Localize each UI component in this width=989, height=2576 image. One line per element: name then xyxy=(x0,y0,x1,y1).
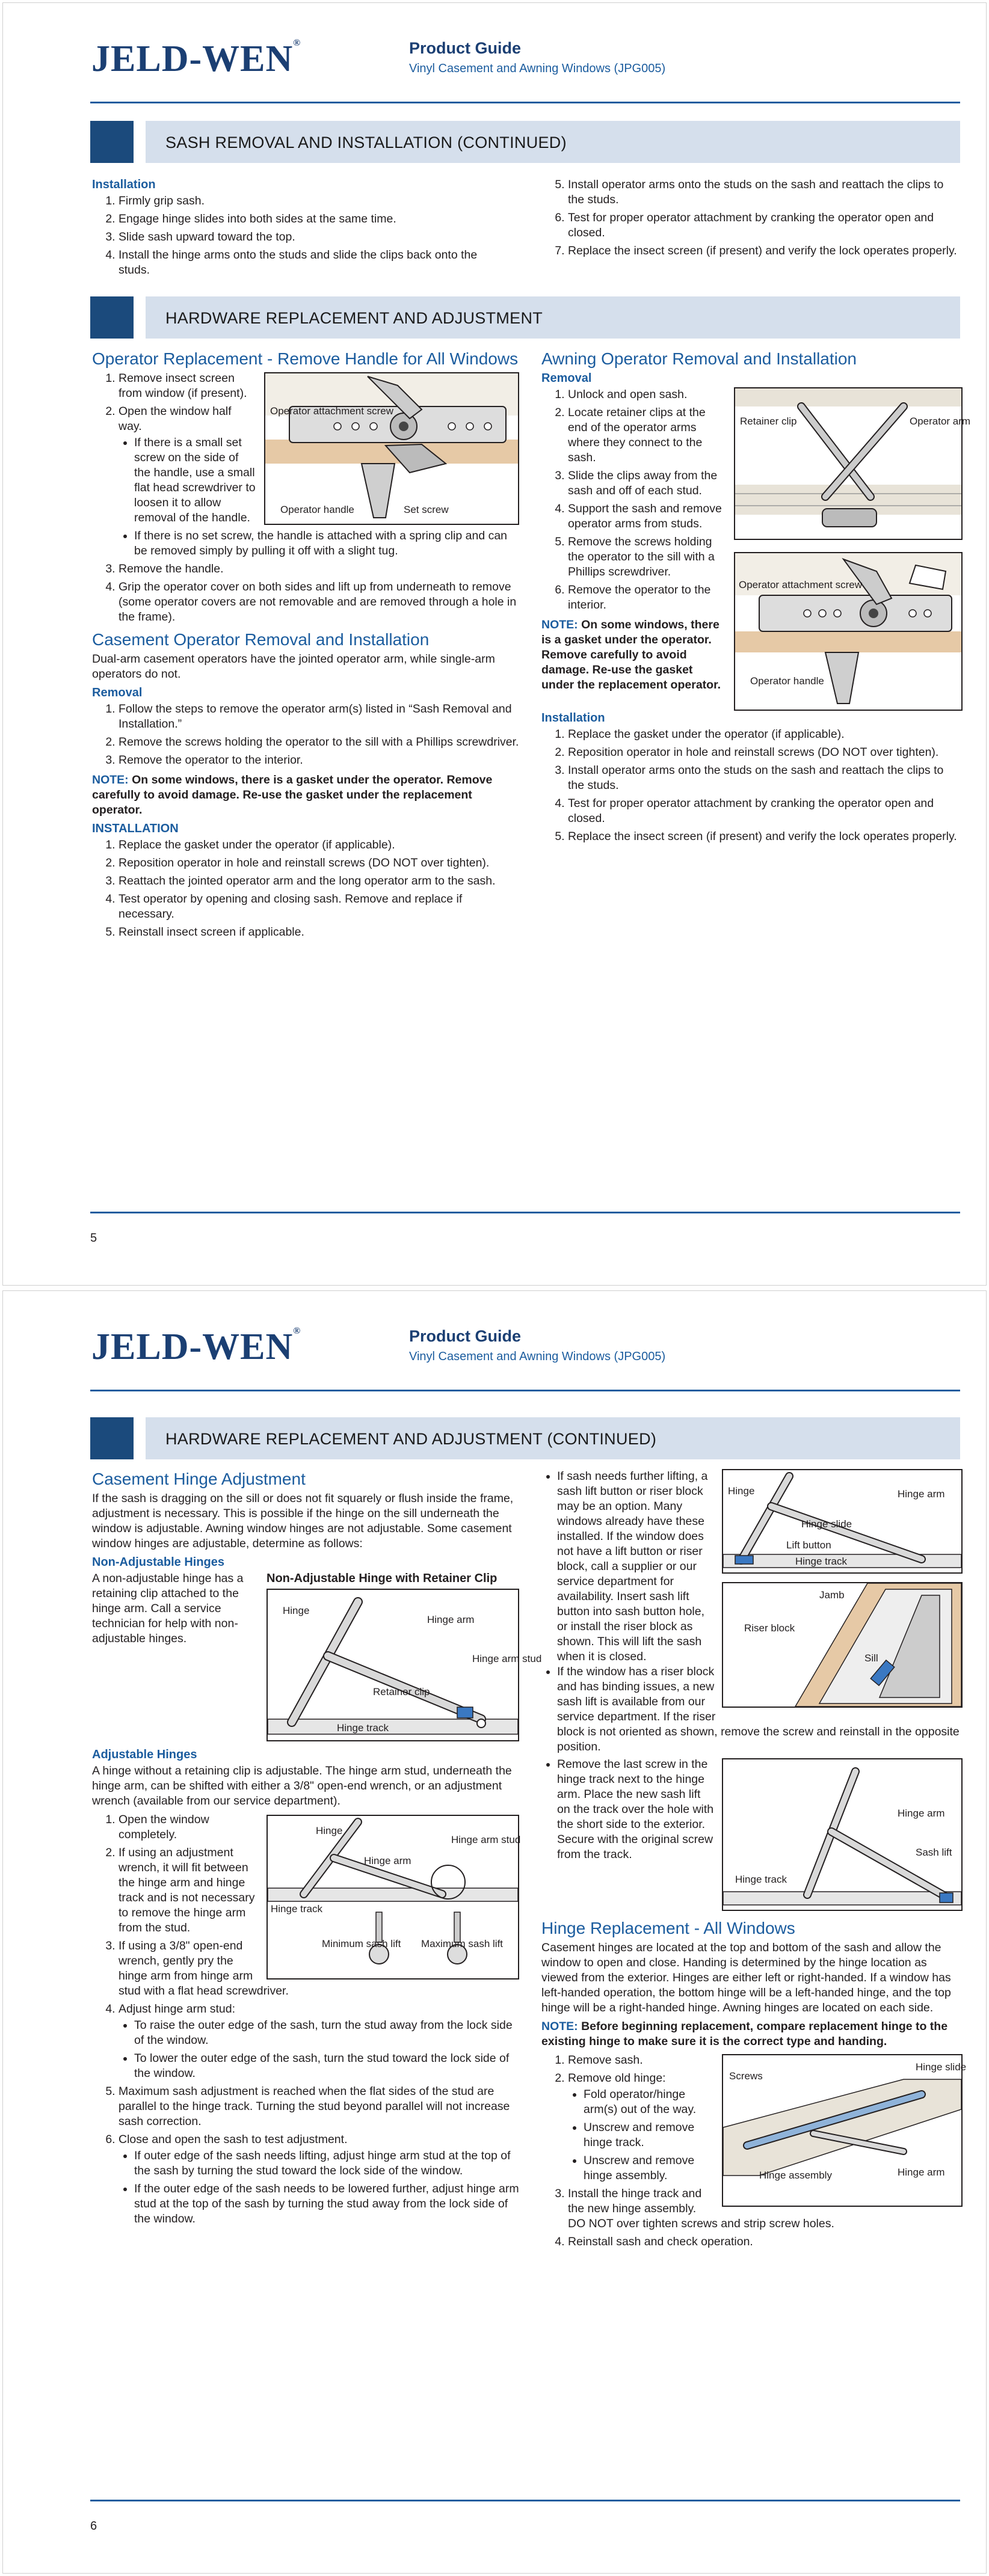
sash-lift-and-hinge-replacement: Hinge Hinge arm Hinge slide Lift button Hinge track Jamb Riser block Sill • If sash needs further lifting, a sash lift button or riser block may be an option. Many windows already have these installed. If the window does not have a lift button or riser block, call a supplier or our service department for availability. Insert sash lift button into sash button hole, or install the riser block as shown. This will lift the sash when it is closed. • If the window has a riser block and has binding issues, a new sash lift is available from our service department. If the riser block is not oriented as shown, remove the screw and reinstall in the opposite position. Hinge arm Sash lift Hinge track • Remove the last screw in the hinge track next to the hinge arm. Place the new sash lift on the track over the hole with the short side to the exterior. Secure with the original screw from the track. Hinge Replacement - All Windows Casement hinges are located at the top and bottom of the sash and allow the window to open and close. Handing is determined by the hinge location as viewed from the exterior. Hinges are either left or right-handed. If a window has left-handed operation, the bottom hinge will be a left-handed hinge, and the top hinge will be a right-handed hinge. Awning hinges are located on each side. NOTE: Before beginning replacement, compare replacement hinge to the existing hinge to make sure it is the correct type and handing. Screws Hinge slide Hinge assembly Hinge arm 1. Remove sash. 2. Remove old hinge: • Fold operator/hinge arm(s) out of the way. • Unscrew and remove hinge track. • Unscrew and remove hinge assembly. 3. Install the hinge track and the new hinge assembly. DO NOT over tighten screws and strip screw holes. 4. Reinstall sash and check operation. xyxy=(541,1469,963,2254)
figc-label-hinge-track: Hinge track xyxy=(735,1874,787,1885)
fig-label-operator-arm: Operator arm xyxy=(910,416,971,427)
figa-label-hinge-track: Hinge track xyxy=(795,1556,847,1567)
fig-label-set-screw: Set screw xyxy=(404,504,449,515)
fig-label-handle: Operator handle xyxy=(280,504,354,515)
nonadj-hinge-figure xyxy=(267,1589,542,1741)
section-bar-sash: SASH REMOVAL AND INSTALLATION (CONTINUED) xyxy=(90,121,960,163)
guide-subtitle: Vinyl Casement and Awning Windows (JPG005) xyxy=(409,1350,666,1363)
section-bar-hardware-continued: HARDWARE REPLACEMENT AND ADJUSTMENT (CONTINUED) xyxy=(90,1417,960,1459)
operator-replacement-section: Operator Replacement - Remove Handle for All Windows Operator attachment screw Operator handle Set screw 1. Remove insect screen from window (if present). 2. Open the window half way. • If there is a small set screw on the side of the handle, use a small flat head screwdriver to loosen it to allow removal of the handle. • If there is no set screw, the handle is attached with a spring clip and can be removed simply by pulling it off with a slight tug. 3. Remove the handle. 4. Grip the operator cover on both sides and lift up from underneath to remove (some operator covers are not removable and are removed through a hole in the frame). Casement Operator Removal and Installation Dual-arm casement operators have the jointed operator arm, while single-arm operators do not. Removal 1. Follow the steps to remove the operator arm(s) listed in “Sash Removal and Installation.” 2. Remove the screws holding the operator to the sill with a Phillips screwdriver. 3. Remove the operator to the interior. NOTE: On some windows, there is a gasket under the operator. Remove carefully to avoid damage. Re-use the gasket under the replacement operator. INSTALLATION 1. Replace the gasket under the operator (if applicable). 2. Reposition operator in hole and reinstall screws (DO NOT over tighten). 3. Reattach the jointed operator arm and the long operator arm to the sash. 4. Test operator by opening and closing sash. Remove and replace if necessary. 5. Reinstall insect screen if applicable. xyxy=(92,349,519,945)
fig-label-attach-screw: Operator attachment screw xyxy=(270,405,394,417)
figa-label-hinge: Hinge xyxy=(728,1485,755,1497)
hinge-assembly-figure xyxy=(722,2054,967,2207)
fig2-label-hinge-arm-stud: Hinge arm stud xyxy=(451,1834,521,1845)
figd-label-hinge-assembly: Hinge assembly xyxy=(759,2170,832,2181)
riser-block-figure xyxy=(722,1582,963,1708)
guide-title: Product Guide xyxy=(409,1327,522,1345)
header-rule xyxy=(90,102,960,103)
casement-note: NOTE: On some windows, there is a gasket under the operator. Remove carefully to avoid damage. Re-use the gasket under the replacement operator. xyxy=(92,773,493,817)
brand-logo: JELD-WEN® xyxy=(91,38,301,79)
adjustable-hinge-figure xyxy=(267,1815,519,1980)
nonadj-figure-title: Non-Adjustable Hinge with Retainer Clip xyxy=(267,1572,498,1585)
figc-label-sash-lift: Sash lift xyxy=(916,1847,952,1858)
fig2-label-hinge-track: Hinge track xyxy=(271,1903,322,1915)
page-5 xyxy=(2,2,987,1286)
awning-operator-section: Awning Operator Removal and Installation Removal Retainer clip Operator arm Operator attachment screw Operator handle 1. Unlock and open sash. 2. Locate retainer clips at the end of the operator arms where they connect to the sash. 3. Slide the clips away from the sash and off of each stud. 4. Support the sash and remove operator arms from studs. 5. Remove the screws holding the operator to the sill with a Phillips screwdriver. 6. Remove the operator to the interior. NOTE: On some windows, there is a gasket under the operator. Remove carefully to avoid damage. Re-use the gasket under the replacement operator. Installation 1. Replace the gasket under the operator (if applicable). 2. Reposition operator in hole and reinstall screws (DO NOT over tighten). 3. Install operator arms onto the studs on the sash and reattach the clips to the studs. 4. Test for proper operator attachment by cranking the operator open and closed. 5. Replace the insect screen (if present) and verify the lock operates properly. xyxy=(541,349,963,849)
installation-left: Installation 1. Firmly grip sash. 2. Engage hinge slides into both sides at the same time. 3. Slide sash upward toward the top. 4. Install the hinge arms onto the studs and slide the clips back onto the studs. xyxy=(92,177,507,283)
fig-label-hinge: Hinge xyxy=(283,1605,310,1616)
awning-handle-figure xyxy=(734,552,963,711)
page-6 xyxy=(2,1290,987,2574)
fig2-label-hinge-arm: Hinge arm xyxy=(364,1855,411,1866)
fig-label-attach-screw-2: Operator attachment screw xyxy=(739,579,863,590)
figa-label-lift-button: Lift button xyxy=(786,1539,831,1551)
hinge-replacement-note: NOTE: Before beginning replacement, compare replacement hinge to the existing hinge to make sure it is the correct type and handing. xyxy=(541,2020,948,2048)
figd-label-screws: Screws xyxy=(729,2070,763,2082)
fig-label-hinge-arm-stud: Hinge arm stud xyxy=(472,1653,542,1664)
figa-label-hinge-slide: Hinge slide xyxy=(801,1518,852,1530)
installation-right: 5. Install operator arms onto the studs on the sash and reattach the clips to the studs. 6. Test for proper operator attachment by cranking the operator open and closed. 7. Replace the insect screen (if present) and verify the lock operates properly. xyxy=(541,177,963,263)
figd-label-hinge-slide: Hinge slide xyxy=(916,2061,967,2073)
figd-label-hinge-arm: Hinge arm xyxy=(898,2167,945,2178)
figb-label-jamb: Jamb xyxy=(819,1589,845,1601)
fig2-label-max-sash-lift: Maximum sash lift xyxy=(421,1938,504,1949)
section-bar-hardware: HARDWARE REPLACEMENT AND ADJUSTMENT xyxy=(90,296,960,339)
fig-label-hinge-arm: Hinge arm xyxy=(427,1614,475,1625)
sash-lift-figure xyxy=(722,1758,963,1911)
awning-note: NOTE: On some windows, there is a gasket under the operator. Remove carefully to avoid damage. Re-use the gasket under the replacement operator. xyxy=(541,618,721,692)
fig-label-hinge-track: Hinge track xyxy=(337,1722,389,1734)
figb-label-sill: Sill xyxy=(864,1652,878,1664)
page-number: 5 xyxy=(90,1231,97,1245)
guide-subtitle: Vinyl Casement and Awning Windows (JPG005) xyxy=(409,62,666,75)
operator-handle-figure xyxy=(264,372,519,525)
lift-button-figure xyxy=(722,1469,963,1574)
hinge-adjustment-section: Casement Hinge Adjustment If the sash is dragging on the sill or does not fit squarely or flush inside the frame, adjustment is necessary. This is possible if the hinge on the sill underneath the window is adjustable. Awning window hinges are not adjustable. Some casement window hinges are adjustable, determine as follows: Non-Adjustable Hinges Non-Adjustable Hinge with Retainer Clip Hinge Hinge arm Hinge arm stud Retainer clip Hinge track A non-adjustable hinge has a retaining clip attached to the hinge arm. Call a service technician for help with non-adjustable hinges. Adjustable Hinges A hinge without a retaining clip is adjustable. The hinge arm stud, underneath the hinge arm, can be shifted with either a 3/8" open-end wrench, or an adjustment wrench (available from our service department). Hinge Hinge arm Hinge arm stud Hinge track Minimum sash lift Maximum sash lift 1. Open the window completely. 2. If using an adjustment wrench, it will fit between the hinge arm and hinge track and is not necessary to remove the hinge arm from the stud. 3. If using a 3/8" open-end wrench, gently pry the hinge arm from hinge arm stud with a flat head screwdriver. 4. Adjust hinge arm stud: • To raise the outer edge of the sash, turn the stud away from the lock side of the window. • To lower the outer edge of the sash, turn the stud toward the lock side of the window. 5. Maximum sash adjustment is reached when the flat sides of the stud are parallel to the hinge track. Turning the stud beyond parallel will not increase sash correction. 6. Close and open the sash to test adjustment. • If outer edge of the sash needs lifting, adjust hinge arm stud at the top of the sash by turning the stud toward the lock side of the window. • If the outer edge of the sash needs to be lowered further, adjust hinge arm stud at the top of the sash by turning the stud away from the lock side of the window. xyxy=(92,1469,519,2231)
footer-rule xyxy=(90,2500,960,2501)
fig-label-retainer-clip: Retainer clip xyxy=(740,416,797,427)
header-rule xyxy=(90,1390,960,1391)
page-number: 6 xyxy=(90,2519,97,2533)
figc-label-hinge-arm: Hinge arm xyxy=(898,1808,945,1819)
footer-rule xyxy=(90,1212,960,1213)
figb-label-riser-block: Riser block xyxy=(744,1622,795,1634)
fig2-label-hinge: Hinge xyxy=(316,1825,343,1836)
brand-logo: JELD-WEN® xyxy=(91,1326,301,1367)
figa-label-hinge-arm: Hinge arm xyxy=(898,1488,945,1500)
fig-label-handle-2: Operator handle xyxy=(750,675,824,687)
fig2-label-min-sash-lift: Minimum sash lift xyxy=(322,1938,401,1949)
awning-arm-figure xyxy=(734,387,971,540)
fig-label-retainer-clip: Retainer clip xyxy=(373,1686,430,1697)
guide-title: Product Guide xyxy=(409,39,522,57)
